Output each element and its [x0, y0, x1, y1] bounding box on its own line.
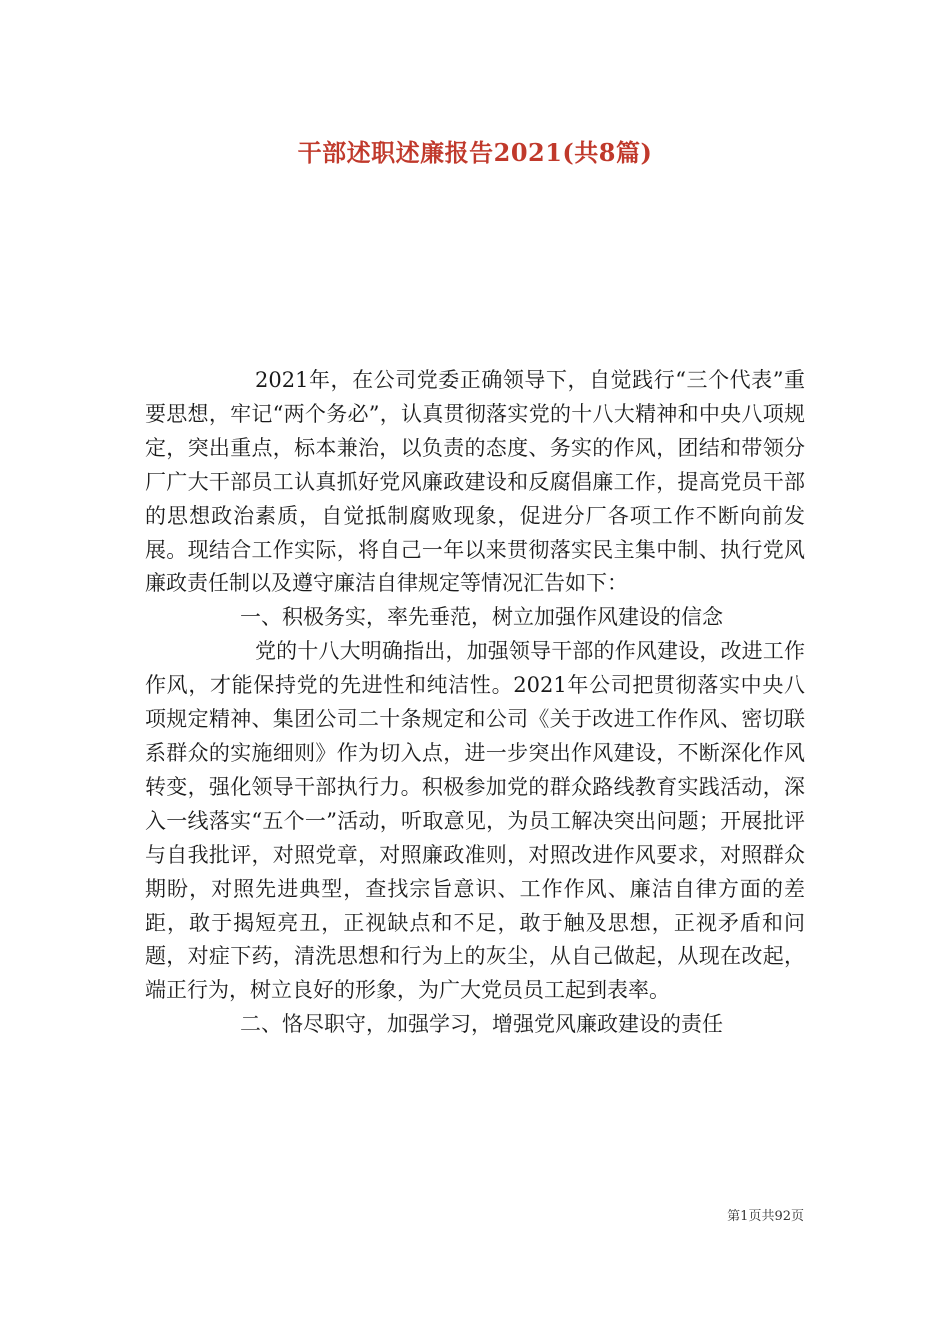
paragraph-section-1: 党的十八大明确指出，加强领导干部的作风建设，改进工作作风，才能保持党的先进性和纯洁性。2021年公司把贯彻落实中央八项规定精神、集团公司二十条规定和公司《关于改进工作作风、密切联系群众的实施细则》作为切入点，进一步突出作风建设，不断深化作风转变，强化领导干部执行力。积极参加党的群众路线教育实践活动，深入一线落实“五个一”活动，听取意见，为员工解决突出问题；开展批评与自我批评，对照党章，对照廉政准则，对照改进作风要求，对照群众期盼，对照先进典型，查找宗旨意识、工作作风、廉洁自律方面的差距，敢于揭短亮丑，正视缺点和不足，敢于触及思想，正视矛盾和问题，对症下药，清洗思想和行为上的灰尘，从自己做起，从现在改起，端正行为，树立良好的形象，为广大党员员工起到表率。: [145, 639, 805, 1003]
paragraph-intro: 2021年，在公司党委正确领导下，自觉践行“三个代表”重要思想，牢记“两个务必”，认真贯彻落实党的十八大精神和中央八项规定，突出重点，标本兼治，以负责的态度、务实的作风，团结和带领分厂广大干部员工认真抓好党风廉政建设和反腐倡廉工作，提高党员干部的思想政治素质，自觉抵制腐败现象，促进分厂各项工作不断向前发展。现结合工作实际，将自己一年以来贯彻落实民主集中制、执行党风廉政责任制以及遵守廉洁自律规定等情况汇告如下：: [145, 368, 805, 596]
section-heading-2: 二、恪尽职守，加强学习，增强党风廉政建设的责任: [240, 1012, 723, 1037]
document-title: 干部述职述廉报告2021(共8篇): [297, 138, 653, 167]
document-body: [145, 364, 805, 1042]
page-number: 第1页共92页: [727, 1209, 804, 1224]
section-heading-1: 一、积极务实，率先垂范，树立加强作风建设的信念: [240, 605, 723, 630]
